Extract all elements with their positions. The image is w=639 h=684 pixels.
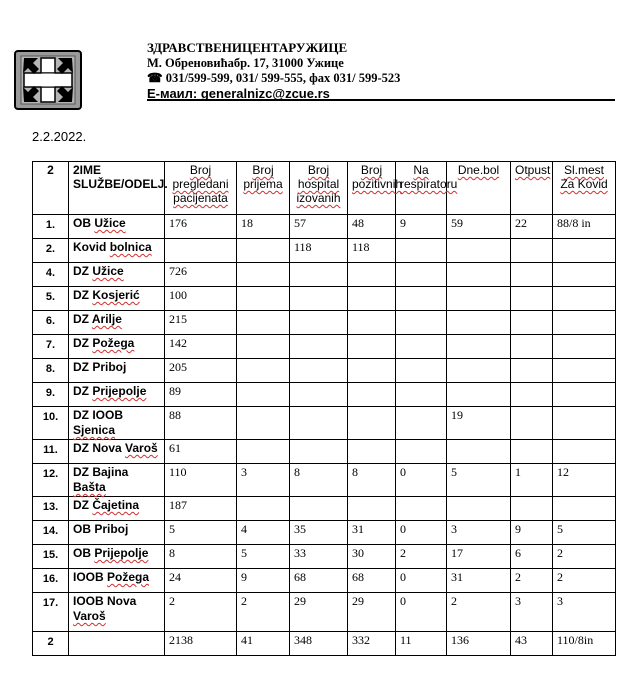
table-cell [511, 440, 553, 464]
unit-name: DZ Prijepolje [69, 383, 165, 407]
table-cell [396, 359, 447, 383]
unit-name [69, 632, 165, 656]
table-cell [348, 263, 396, 287]
row-number: 13. [33, 497, 69, 521]
table-cell [237, 359, 290, 383]
document-date: 2.2.2022. [32, 129, 87, 144]
table-cell [553, 239, 616, 263]
table-cell: 3 [237, 464, 290, 497]
table-cell [237, 335, 290, 359]
row-number: 8. [33, 359, 69, 383]
table-cell [348, 359, 396, 383]
row-number: 6. [33, 311, 69, 335]
row-number: 17. [33, 593, 69, 632]
table-row [33, 287, 616, 311]
table-row [33, 632, 616, 656]
table-cell: 2 [165, 593, 237, 632]
table-cell [396, 239, 447, 263]
table-cell: 29 [290, 593, 348, 632]
row-number: 2. [33, 239, 69, 263]
table-cell: 3 [553, 593, 616, 632]
table-cell [396, 263, 447, 287]
column-header: 2IME SLUŽBE/ODELJ. [69, 162, 165, 215]
table-cell [348, 287, 396, 311]
column-header: Na respiratoru [396, 162, 447, 215]
row-number: 5. [33, 287, 69, 311]
table-cell [553, 287, 616, 311]
address: М. Обреновићабр. 17, 31000 Ужице [147, 56, 344, 70]
table-cell: 68 [348, 569, 396, 593]
org-name: ЗДРАВСТВЕНИЦЕНТАРУЖИЦЕ [147, 40, 348, 55]
table-row [33, 239, 616, 263]
table-cell [237, 440, 290, 464]
table-row [33, 545, 616, 569]
table-cell [553, 359, 616, 383]
table-cell: 59 [447, 215, 511, 239]
row-number: 11. [33, 440, 69, 464]
table-row [33, 593, 616, 632]
table-cell: 48 [348, 215, 396, 239]
table-cell [511, 497, 553, 521]
table-cell [348, 440, 396, 464]
unit-name: DZ Nova Varoš [69, 440, 165, 464]
row-number: 15. [33, 545, 69, 569]
row-number: 10. [33, 407, 69, 440]
table-cell: 22 [511, 215, 553, 239]
row-number: 9. [33, 383, 69, 407]
row-number: 16. [33, 569, 69, 593]
table-cell [447, 383, 511, 407]
table-row [33, 215, 616, 239]
table-cell: 2 [237, 593, 290, 632]
table-cell: 205 [165, 359, 237, 383]
table-cell [396, 497, 447, 521]
table-cell [237, 263, 290, 287]
table-row [33, 359, 616, 383]
table-cell: 2 [553, 545, 616, 569]
table-cell: 24 [165, 569, 237, 593]
unit-name: DZ Užice [69, 263, 165, 287]
table-cell: 142 [165, 335, 237, 359]
table-cell [237, 287, 290, 311]
table-row [33, 440, 616, 464]
table-cell: 5 [165, 521, 237, 545]
table-cell [290, 311, 348, 335]
table-cell: 332 [348, 632, 396, 656]
table-cell: 8 [165, 545, 237, 569]
column-header: Broj pregledani pacijenata [165, 162, 237, 215]
table-cell: 43 [511, 632, 553, 656]
table-cell: 8 [290, 464, 348, 497]
phone: ☎ 031/599-599, 031/ 599-555, фах 031/ 599-523 [147, 71, 401, 85]
table-cell: 6 [511, 545, 553, 569]
table-cell: 348 [290, 632, 348, 656]
table-cell: 0 [396, 464, 447, 497]
table-cell [447, 263, 511, 287]
row-number: 4. [33, 263, 69, 287]
table-cell: 2 [447, 593, 511, 632]
table-cell: 88 [165, 407, 237, 440]
table-cell [396, 311, 447, 335]
table-cell [237, 407, 290, 440]
table-cell [348, 335, 396, 359]
table-cell [511, 335, 553, 359]
table-cell [447, 311, 511, 335]
table-cell [290, 287, 348, 311]
column-header: Sl.mest Za Kovid [553, 162, 616, 215]
table-cell [290, 335, 348, 359]
table-cell: 31 [447, 569, 511, 593]
unit-name: DZ Bajina Bašta [69, 464, 165, 497]
table-cell [348, 311, 396, 335]
row-number: 12. [33, 464, 69, 497]
table-cell [447, 239, 511, 263]
table-cell: 5 [237, 545, 290, 569]
table-cell: 0 [396, 593, 447, 632]
table-cell: 136 [447, 632, 511, 656]
email: Е-маил: generalnizc@zcue.rs [147, 86, 330, 101]
unit-name: OB Prijepolje [69, 545, 165, 569]
table-cell [396, 383, 447, 407]
column-header: Broj prijema [237, 162, 290, 215]
table-cell: 0 [396, 521, 447, 545]
table-cell: 110 [165, 464, 237, 497]
table-cell [290, 440, 348, 464]
table-cell [396, 407, 447, 440]
table-cell: 2138 [165, 632, 237, 656]
table-cell [237, 311, 290, 335]
table-cell: 33 [290, 545, 348, 569]
table-row [33, 521, 616, 545]
table-cell: 18 [237, 215, 290, 239]
table-cell [553, 497, 616, 521]
table-cell: 2 [511, 569, 553, 593]
column-header: 2 [33, 162, 69, 215]
statistics-table [32, 161, 616, 656]
table-cell: 61 [165, 440, 237, 464]
table-cell: 9 [237, 569, 290, 593]
unit-name: DZ Kosjerić [69, 287, 165, 311]
table-cell [553, 263, 616, 287]
table-cell: 110/8in [553, 632, 616, 656]
letterhead [147, 40, 617, 102]
column-header: Broj pozitivnih [348, 162, 396, 215]
header-row [33, 162, 616, 215]
column-header: Broj hospital izovanih [290, 162, 348, 215]
table-cell: 68 [290, 569, 348, 593]
cross-arrows-icon [14, 50, 82, 110]
table-cell: 118 [290, 239, 348, 263]
table-row [33, 569, 616, 593]
table-cell: 9 [396, 215, 447, 239]
table-cell: 5 [553, 521, 616, 545]
unit-name: DZ IOOB Sjenica [69, 407, 165, 440]
table-cell: 3 [511, 593, 553, 632]
table-cell [511, 407, 553, 440]
table-cell: 11 [396, 632, 447, 656]
table-cell [511, 383, 553, 407]
table-cell: 9 [511, 521, 553, 545]
table-cell: 88/8 in [553, 215, 616, 239]
table-cell [348, 383, 396, 407]
table-row [33, 263, 616, 287]
table-cell [396, 440, 447, 464]
table-row [33, 335, 616, 359]
table-cell: 0 [396, 569, 447, 593]
table-cell: 57 [290, 215, 348, 239]
table-cell: 12 [553, 464, 616, 497]
table-cell [237, 383, 290, 407]
row-number: 7. [33, 335, 69, 359]
table-cell: 4 [237, 521, 290, 545]
table-cell [511, 359, 553, 383]
table-cell: 89 [165, 383, 237, 407]
table-cell: 726 [165, 263, 237, 287]
table-cell: 5 [447, 464, 511, 497]
table-cell: 29 [348, 593, 396, 632]
table-cell: 1 [511, 464, 553, 497]
table-cell [447, 335, 511, 359]
table-cell: 100 [165, 287, 237, 311]
table-cell [447, 440, 511, 464]
table-cell: 118 [348, 239, 396, 263]
unit-name: IOOB Nova Varoš [69, 593, 165, 632]
unit-name: Kovid bolnica [69, 239, 165, 263]
table-cell [553, 335, 616, 359]
table-cell [553, 407, 616, 440]
table-cell [290, 497, 348, 521]
row-number: 2 [33, 632, 69, 656]
table-cell [553, 440, 616, 464]
table-cell [237, 239, 290, 263]
table-row [33, 311, 616, 335]
table-cell [290, 359, 348, 383]
table-row [33, 497, 616, 521]
column-header: Otpust [511, 162, 553, 215]
table-cell: 19 [447, 407, 511, 440]
table-cell [447, 287, 511, 311]
table-cell [396, 287, 447, 311]
table-cell [511, 239, 553, 263]
table-cell [290, 263, 348, 287]
column-header: Dne.bol [447, 162, 511, 215]
table-cell: 30 [348, 545, 396, 569]
unit-name: DZ Požega [69, 335, 165, 359]
table-cell: 3 [447, 521, 511, 545]
table-row [33, 407, 616, 440]
table-cell [290, 407, 348, 440]
table-cell [447, 359, 511, 383]
table-cell: 187 [165, 497, 237, 521]
table-cell: 176 [165, 215, 237, 239]
table-cell [553, 311, 616, 335]
row-number: 1. [33, 215, 69, 239]
table-cell: 31 [348, 521, 396, 545]
unit-name: OB Priboj [69, 521, 165, 545]
unit-name: DZ Priboj [69, 359, 165, 383]
table-cell: 2 [396, 545, 447, 569]
table-cell [348, 407, 396, 440]
unit-name: OB Užice [69, 215, 165, 239]
table-cell: 8 [348, 464, 396, 497]
table-cell: 215 [165, 311, 237, 335]
table-cell: 41 [237, 632, 290, 656]
table-cell [396, 335, 447, 359]
table-cell [348, 497, 396, 521]
row-number: 14. [33, 521, 69, 545]
table-row [33, 383, 616, 407]
unit-name: DZ Arilje [69, 311, 165, 335]
header-divider [147, 99, 615, 101]
table-cell [511, 287, 553, 311]
table-cell [511, 263, 553, 287]
table-cell [237, 497, 290, 521]
table-cell [511, 311, 553, 335]
unit-name: IOOB Požega [69, 569, 165, 593]
table-cell: 35 [290, 521, 348, 545]
table-cell [290, 383, 348, 407]
table-cell: 2 [553, 569, 616, 593]
table-row [33, 464, 616, 497]
unit-name: DZ Čajetina [69, 497, 165, 521]
table-cell [447, 497, 511, 521]
table-cell [553, 383, 616, 407]
table-cell: 17 [447, 545, 511, 569]
table-cell [165, 239, 237, 263]
